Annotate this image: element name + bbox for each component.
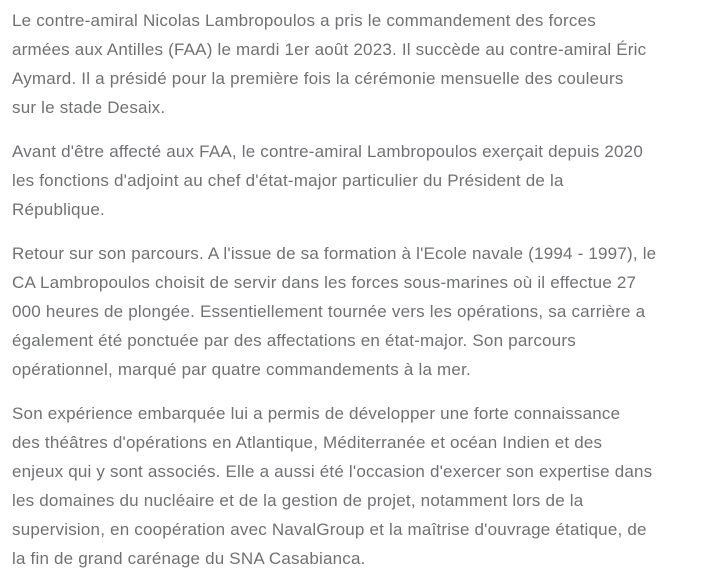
text-line: enjeux qui y sont associés. Elle a aussi été l'occasion d'exercer son expertise dans [12, 462, 653, 481]
paragraph-2 [12, 137, 696, 224]
paragraph-3 [12, 239, 696, 384]
text-line: CA Lambropoulos choisit de servir dans les forces sous-marines où il effectue 27 [12, 273, 637, 292]
text-line: supervision, en coopération avec NavalGroup et la maîtrise d'ouvrage étatique, de [12, 520, 647, 539]
text-line: Aymard. Il a présidé pour la première fois la cérémonie mensuelle des couleurs [12, 69, 624, 88]
paragraph-1 [12, 6, 696, 122]
text-line: sur le stade Desaix. [12, 98, 166, 117]
text-line: Son expérience embarquée lui a permis de développer une forte connaissance [12, 404, 621, 423]
paragraph-4 [12, 399, 696, 573]
text-line: Retour sur son parcours. A l'issue de sa formation à l'Ecole navale (1994 - 1997), le [12, 244, 657, 263]
text-line: Avant d'être affecté aux FAA, le contre-amiral Lambropoulos exerçait depuis 2020 [12, 142, 643, 161]
text-line: également été ponctuée par des affectations en état-major. Son parcours [12, 331, 576, 350]
text-line: des théâtres d'opérations en Atlantique, Méditerranée et océan Indien et des [12, 433, 603, 452]
text-line: les fonctions d'adjoint au chef d'état-major particulier du Président de la [12, 171, 564, 190]
text-line: les domaines du nucléaire et de la gestion de projet, notamment lors de la [12, 491, 584, 510]
text-line: armées aux Antilles (FAA) le mardi 1er août 2023. Il succède au contre-amiral Éric [12, 40, 647, 59]
text-line: République. [12, 200, 105, 219]
text-line: Le contre-amiral Nicolas Lambropoulos a pris le commandement des forces [12, 11, 596, 30]
text-line: la fin de grand carénage du SNA Casabianca. [12, 549, 366, 568]
text-line: opérationnel, marqué par quatre commandements à la mer. [12, 360, 471, 379]
text-line: 000 heures de plongée. Essentiellement tournée vers les opérations, sa carrière a [12, 302, 646, 321]
